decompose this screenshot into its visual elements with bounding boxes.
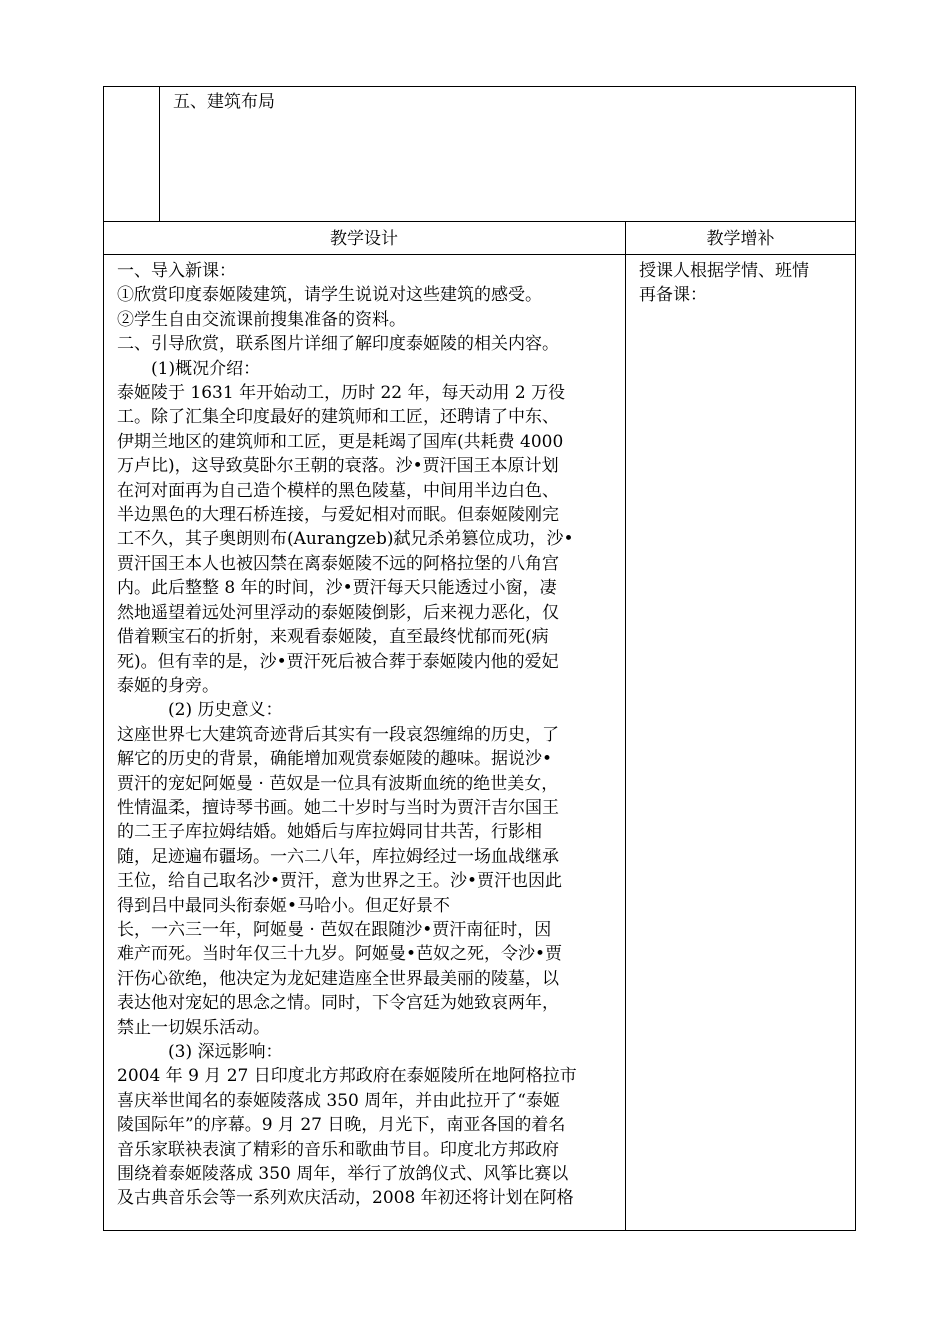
design-text-line: 然地遥望着远处河里浮动的泰姬陵倒影，后来视力恶化，仅	[117, 602, 559, 623]
supplement-line: 再备课：	[639, 285, 707, 306]
teaching-design-content	[117, 259, 623, 1211]
column-divider	[625, 221, 626, 1231]
design-text-line: 及古典音乐会等一系列欢庆活动，2008 年初还将计划在阿格	[117, 1188, 574, 1209]
design-text-line: 性情温柔，擅诗琴书画。她二十岁时与当时为贾汗吉尔国王	[117, 797, 559, 818]
design-text-line: 表达他对宠妃的思念之情。同时，下令宫廷为她致哀两年，	[117, 993, 559, 1014]
design-text-line: 半边黑色的大理石桥连接，与爱妃相对而眠。但泰姬陵刚完	[117, 505, 559, 526]
design-text-line: (2) 历史意义：	[117, 700, 283, 721]
design-text-line: (3) 深远影响：	[117, 1042, 283, 1062]
design-text-line: 陵国际年”的序幕。9 月 27 日晚，月光下，南亚各国的着名	[117, 1115, 566, 1136]
design-text-line: 内。此后整整 8 年的时间，沙•贾汗每天只能透过小窗，凄	[117, 578, 557, 599]
section-heading: 五、建筑布局	[173, 92, 275, 112]
design-text-line: 王位，给自己取名沙•贾汗，意为世界之王。沙•贾汗也因此	[117, 871, 563, 892]
design-text-line: 一、导入新课：	[117, 261, 236, 281]
design-text-line: 喜庆举世闻名的泰姬陵落成 350 周年，并由此拉开了“泰姬	[117, 1090, 560, 1111]
design-text-line: (1)概况介绍：	[117, 358, 261, 379]
design-text-line: 死)。但有幸的是，沙•贾汗死后被合葬于泰姬陵内他的爱妃	[117, 651, 559, 672]
design-text-line: 解它的历史的背景，确能增加观赏泰姬陵的趣味。据说沙•	[117, 749, 553, 770]
design-text-line: 工不久，其子奥朗则布(Aurangzeb)弑兄杀弟篡位成功，沙•	[117, 529, 574, 550]
design-text-line: 伊期兰地区的建筑师和工匠，更是耗竭了国库(共耗费 4000	[117, 431, 564, 452]
design-text-line: 音乐家联袂表演了精彩的音乐和歌曲节目。印度北方邦政府	[117, 1139, 559, 1160]
design-text-line: 这座世界七大建筑奇迹背后其实有一段哀怨缠绵的历史，了	[117, 724, 559, 745]
design-text-line: 2004 年 9 月 27 日印度北方邦政府在泰姬陵所在地阿格拉市	[117, 1066, 577, 1087]
design-text-line: 贾汗的宠妃阿姬曼 · 芭奴是一位具有波斯血统的绝世美女，	[117, 773, 559, 794]
design-text-line: 万卢比)，这导致莫卧尔王朝的衰落。沙•贾汗国王本原计划	[117, 456, 559, 477]
design-text-line: 围绕着泰姬陵落成 350 周年，举行了放鸽仪式、风筝比赛以	[117, 1164, 569, 1185]
design-text-line: 泰姬陵于 1631 年开始动工，历时 22 年，每天动用 2 万役	[117, 383, 566, 404]
design-text-line: 在河对面再为自己造个模样的黑色陵墓，中间用半边白色、	[117, 480, 559, 501]
design-text-line: 长，一六三一年，阿姬曼 · 芭奴在跟随沙•贾汗南征时，因	[117, 919, 552, 940]
top-section-divider	[159, 86, 160, 222]
teaching-supplement-content	[639, 259, 844, 308]
design-text-line: 的二王子库拉姆结婚。她婚后与库拉姆同甘共苦，行影相	[117, 822, 542, 843]
design-text-line: 得到吕中最同头衔泰姬•马哈小。但疋好景不	[117, 895, 451, 916]
design-text-line: 禁止一切娱乐活动。	[117, 1017, 270, 1038]
design-text-line: 借着颗宝石的折射，来观看泰姬陵，直至最终忧郁而死(病	[117, 627, 549, 648]
supplement-line: 授课人根据学情、班情	[639, 261, 809, 281]
design-text-line: 贾汗国王本人也被囚禁在离泰姬陵不远的阿格拉堡的八角宫	[117, 553, 559, 574]
design-text-line: 随，足迹遍布疆场。一六二八年，库拉姆经过一场血战继承	[117, 846, 559, 867]
design-text-line: 难产而死。当时年仅三十九岁。阿姬曼•芭奴之死，令沙•贾	[117, 944, 563, 965]
design-text-line: ①欣赏印度泰姬陵建筑，请学生说说对这些建筑的感受。	[117, 285, 542, 306]
design-text-line: 二、引导欣赏，联系图片详细了解印度泰姬陵的相关内容。	[117, 334, 559, 355]
header-row-divider	[103, 254, 856, 255]
design-text-line: 汗伤心欲绝，他决定为龙妃建造座全世界最美丽的陵墓，以	[117, 968, 559, 989]
design-text-line: 工。除了汇集全印度最好的建筑师和工匠，还聘请了中东、	[117, 407, 559, 428]
design-text-line: 泰姬的身旁。	[117, 675, 219, 696]
design-text-line: ②学生自由交流课前搜集准备的资料。	[117, 309, 406, 330]
design-column-header: 教学设计	[330, 229, 398, 249]
supplement-column-header: 教学增补	[706, 229, 775, 249]
